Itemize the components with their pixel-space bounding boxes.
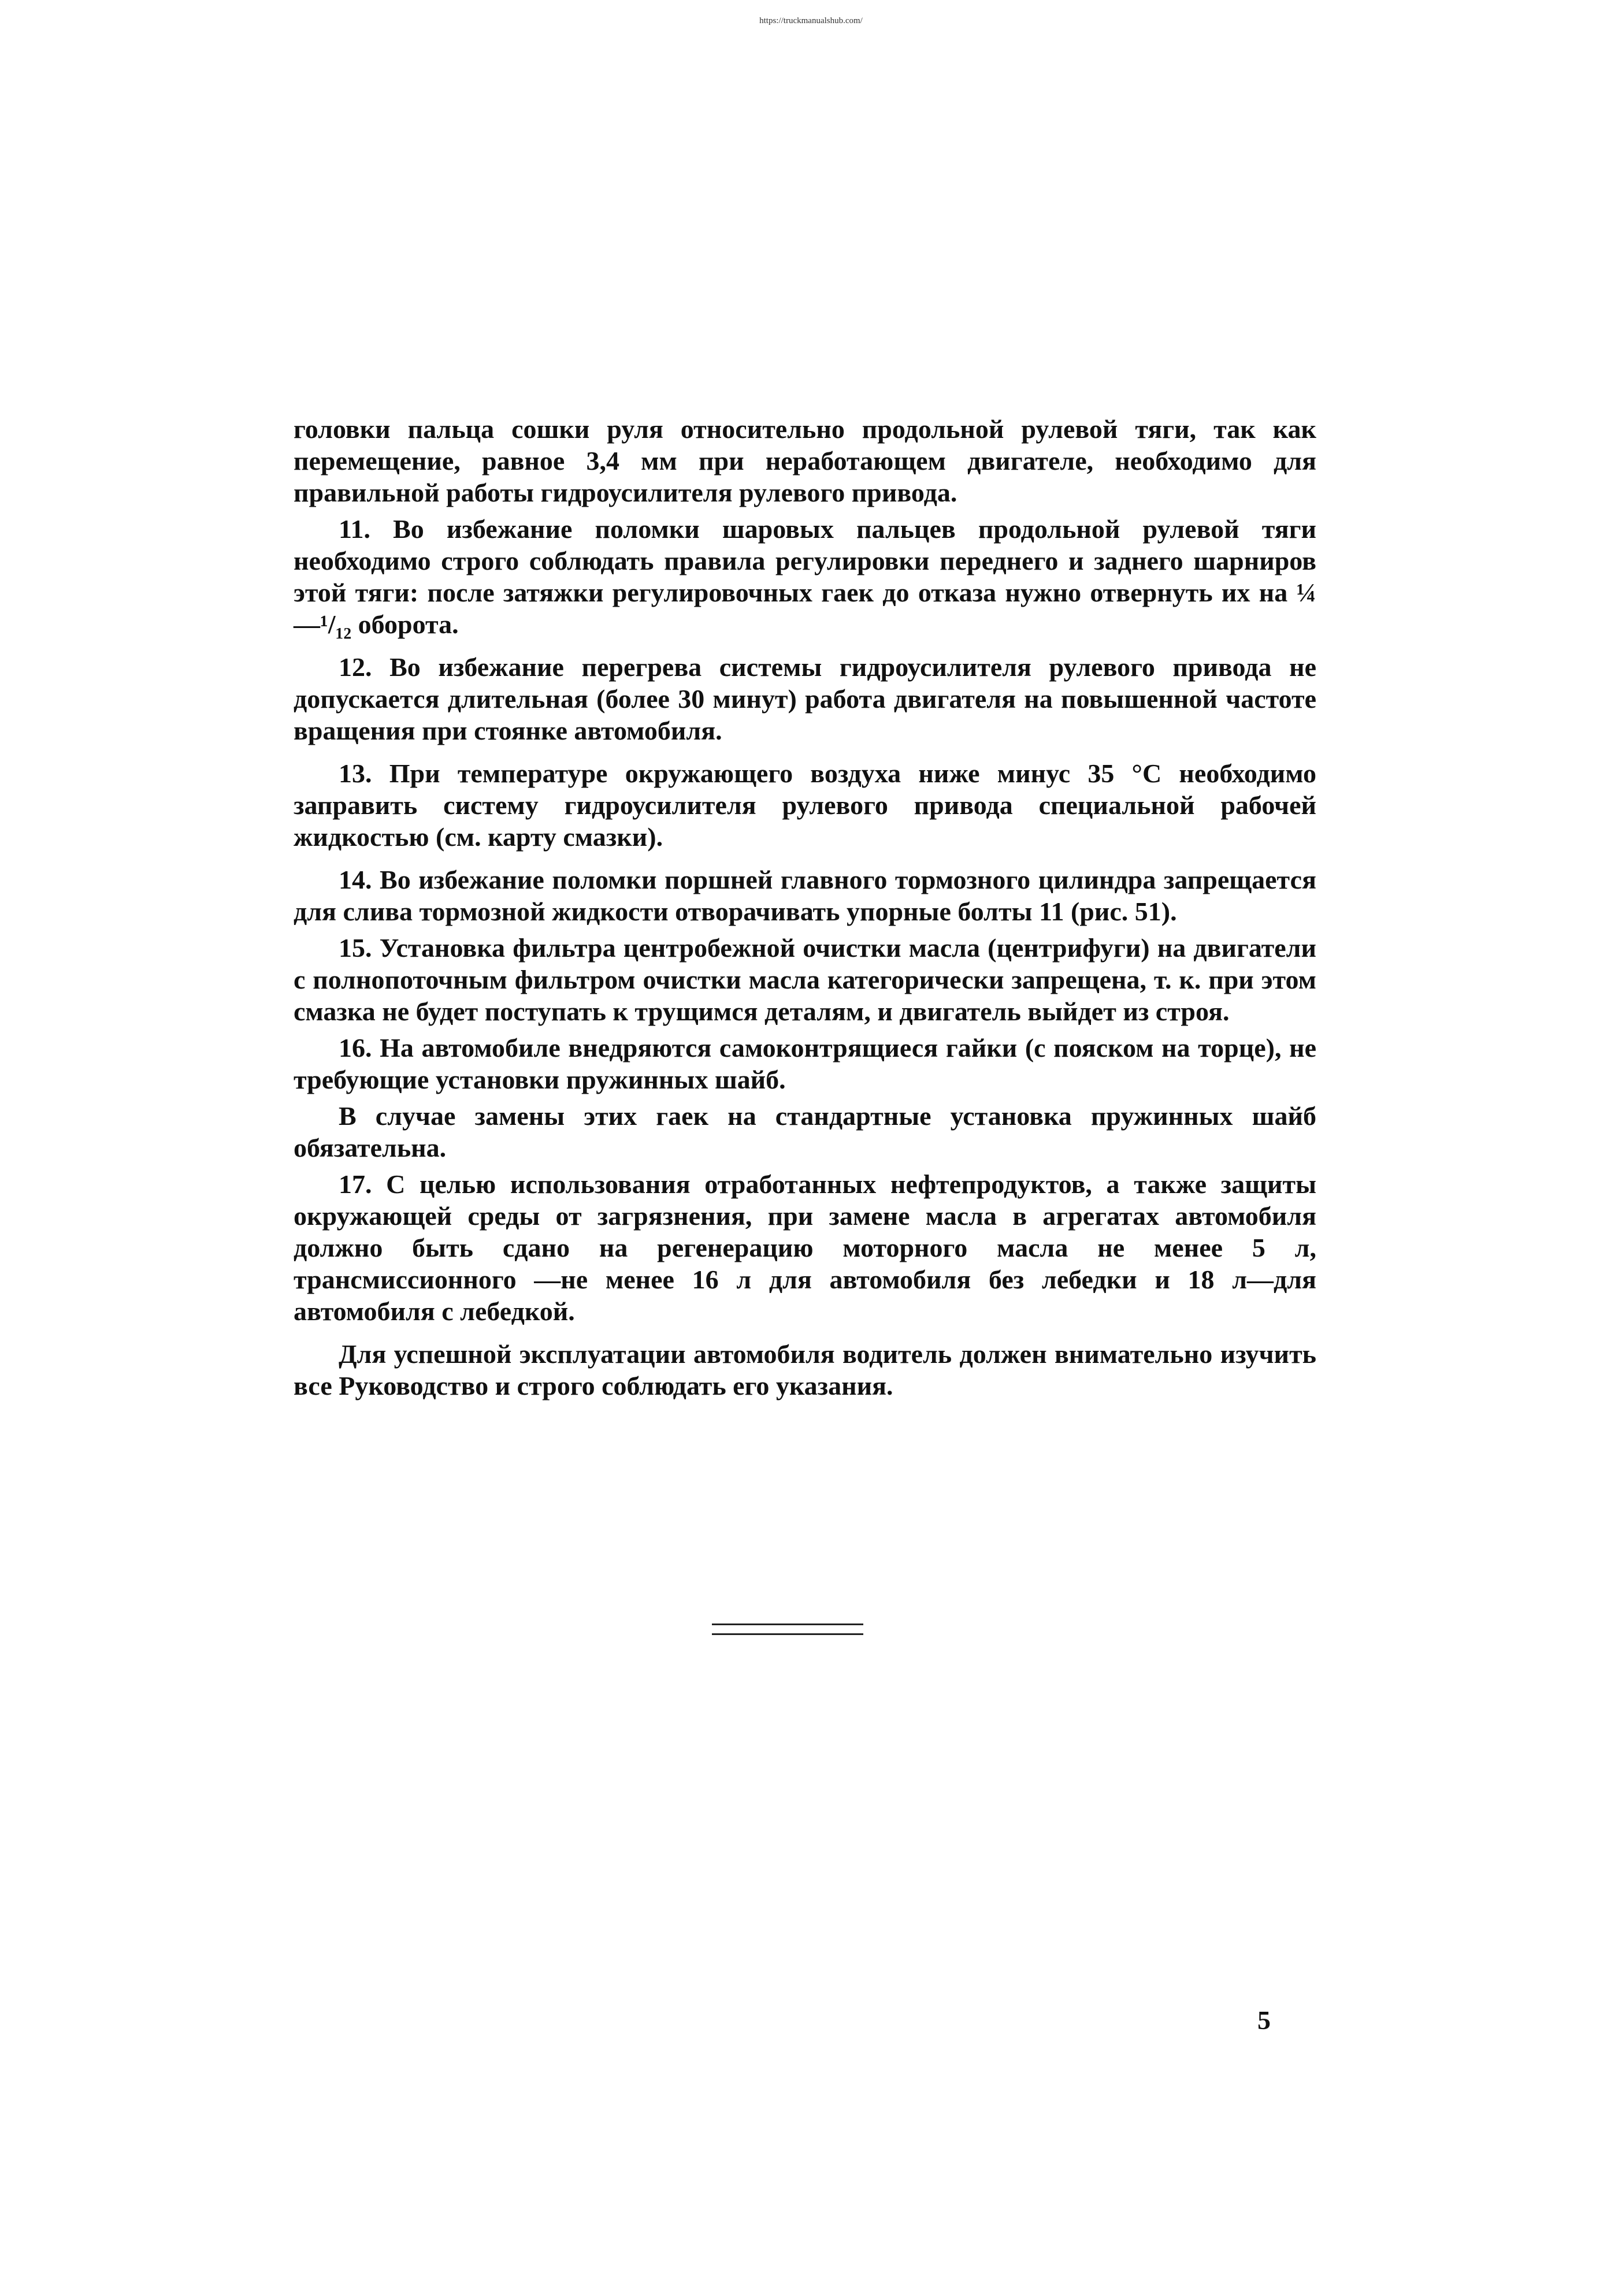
paragraph-item-13: 13. При температуре окружающего воздуха ниже минус 35 °С необходимо заправить систему гидроусилителя рулевого привода специальной рабочей жидкостью (см. карту смазки).	[294, 759, 1316, 852]
divider-line-top	[712, 1623, 863, 1625]
end-divider	[712, 1623, 863, 1643]
paragraph-continuation: головки пальца сошки руля относительно продольной рулевой тяги, так как перемещение, равное 3,4 мм при неработающем двигателе, необходимо для правильной работы гидроусилителя рулевого привода.	[294, 414, 1316, 507]
paragraph-item-12: 12. Во избежание перегрева системы гидроусилителя рулевого привода не допускается длительная (более 30 минут) работа двигателя на повышенной частоте вращения при стоянке автомобиля.	[294, 652, 1316, 745]
paragraph-item-17: 17. С целью использования отработанных нефтепродуктов, а также защиты окружающей среды от загрязнения, при замене масла в агрегатах автомобиля должно быть сдано на регенерацию моторного масла не менее 5 л, трансмиссионного —не менее 16 л для автомобиля без лебедки и 18 л—для автомобиля с лебедкой.	[294, 1169, 1316, 1326]
paragraph-item-15: 15. Установка фильтра центробежной очистки масла (центрифуги) на двигатели с полнопоточным фильтром очистки масла категорически запрещена, т. к. при этом смазка не будет поступать к трущимся деталям, и двигатель выйдет из строя.	[294, 933, 1316, 1026]
page-number: 5	[1257, 2005, 1271, 2035]
source-url: https://truckmanualshub.com/	[759, 16, 863, 25]
body-text	[294, 413, 1316, 1402]
paragraph-item-16: 16. На автомобиле внедряются самоконтрящиеся гайки (с пояском на торце), не требующие установки пружинных шайб.	[294, 1033, 1316, 1094]
paragraph-nut-note: В случае замены этих гаек на стандартные установка пружинных шайб обязательна.	[294, 1101, 1316, 1162]
divider-line-bottom	[712, 1633, 863, 1635]
paragraph-item-14: 14. Во избежание поломки поршней главного тормозного цилиндра запрещается для слива тормозной жидкости отворачивать упорные болты 11 (рис. 51).	[294, 865, 1316, 926]
paragraph-item-11: 11. Во избежание поломки шаровых пальцев продольной рулевой тяги необходимо строго соблюдать правила регулировки переднего и заднего шарниров этой тяги: после затяжки регулировочных гаек до отказа нужно отвернуть их на ¼—¹/₁₂ оборота.	[294, 514, 1316, 639]
paragraph-closing: Для успешной эксплуатации автомобиля водитель должен внимательно изучить все Руководство и строго соблюдать его указания.	[294, 1339, 1316, 1400]
